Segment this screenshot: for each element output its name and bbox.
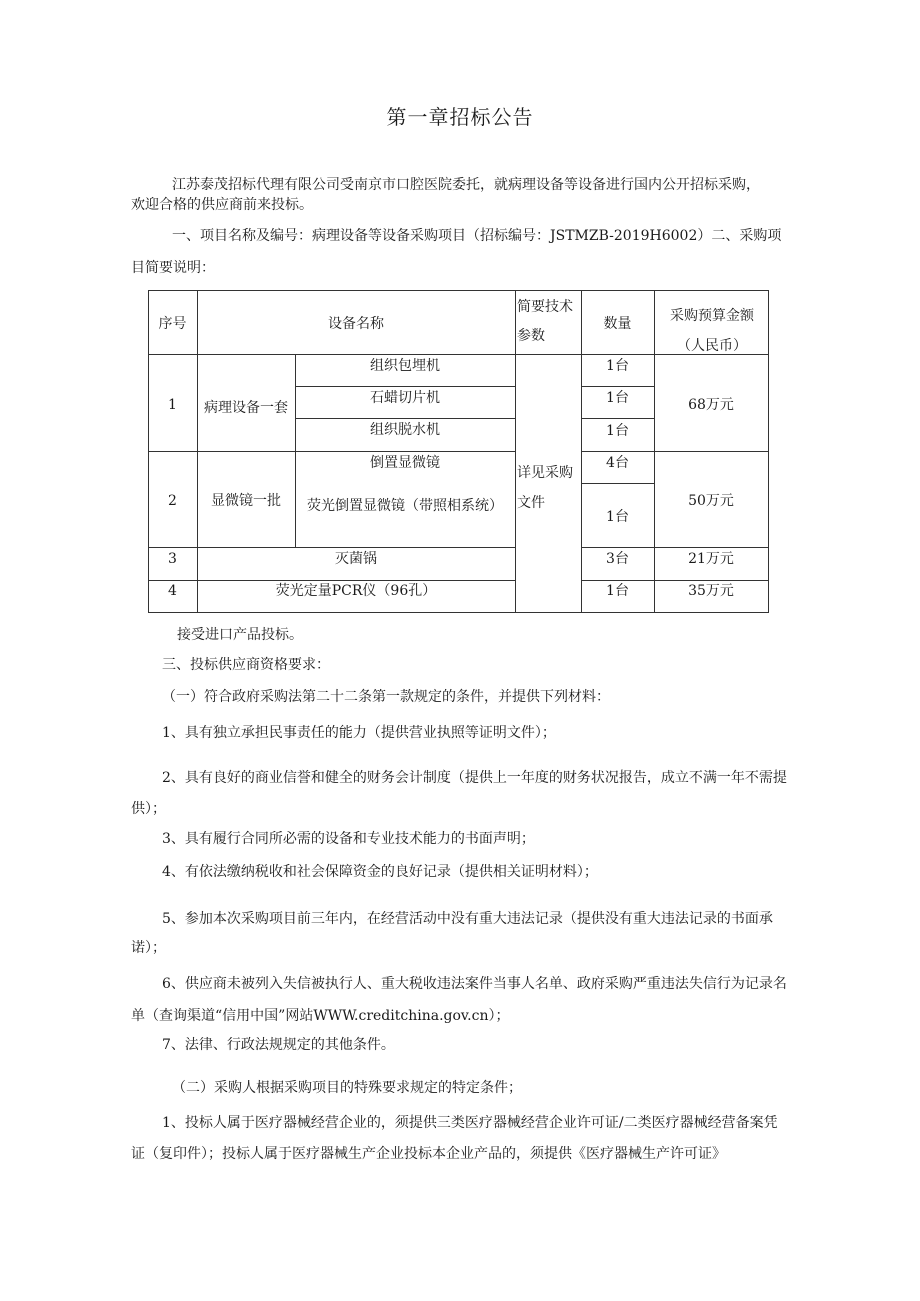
requirement-item: 3、具有履行合同所必需的设备和专业技术能力的书面声明； [162, 831, 535, 847]
row-qty: 3台 [606, 551, 629, 567]
row-name: 灭菌锅 [335, 551, 377, 567]
row-item-qty: 1台 [606, 390, 629, 406]
row-name: 荧光定量PCR仪（96孔） [275, 583, 437, 599]
row-item-name: 石蜡切片机 [370, 390, 440, 406]
header-tech: 简要技术参数 [517, 299, 573, 344]
row-seq: 1 [168, 397, 177, 413]
row-seq: 3 [168, 551, 177, 567]
row-item-qty: 1台 [606, 423, 629, 439]
project-line-1: 一、项目名称及编号：病理设备等设备采购项目（招标编号：JSTMZB-2019H6002）二、采购项 [172, 228, 782, 244]
section3-heading: 三、投标供应商资格要求： [162, 657, 330, 673]
row-group: 显微镜一批 [211, 493, 281, 509]
row-item-name: 倒置显微镜 [370, 455, 440, 471]
header-seq: 序号 [158, 316, 187, 332]
row-item-name: 荧光倒置显微镜（带照相系统） [307, 498, 503, 514]
row-budget: 50万元 [688, 493, 734, 509]
intro-line-1: 江苏泰茂招标代理有限公司受南京市口腔医院委托，就病理设备等设备进行国内公开招标采购， [172, 177, 760, 193]
header-qty: 数量 [603, 316, 632, 332]
row-item-qty: 4台 [606, 455, 629, 471]
section3-sub2: （二）采购人根据采购项目的特殊要求规定的特定条件； [172, 1080, 522, 1096]
header-budget: 采购预算金额（人民币） [670, 308, 754, 354]
row-item-name: 组织脱水机 [370, 422, 440, 438]
page-title: 第一章招标公告 [386, 105, 534, 129]
section3-sub1: （一）符合政府采购法第二十二条第一款规定的条件，并提供下列材料： [162, 689, 610, 705]
row-item-qty: 1台 [606, 358, 629, 374]
requirement-item: 7、法律、行政法规规定的其他条件。 [162, 1037, 395, 1053]
imports-note: 接受进口产品投标。 [177, 627, 303, 643]
header-name: 设备名称 [328, 316, 384, 332]
row-qty: 1台 [606, 583, 629, 599]
requirement-item: 4、有依法缴纳税收和社会保障资金的良好记录（提供相关证明材料）； [162, 864, 598, 880]
row-seq: 2 [168, 493, 177, 509]
requirement-item: 2、具有良好的商业信誉和健全的财务会计制度（提供上一年度的财务状况报告，成立不满一年不需提供）； [131, 770, 787, 817]
special-requirement: 1、投标人属于医疗器械经营企业的，须提供三类医疗器械经营企业许可证/二类医疗器械经营备案凭证（复印件）；投标人属于医疗器械生产企业投标本企业产品的，须提供《医疗器械生产许可证》 [131, 1115, 778, 1162]
row-budget: 21万元 [688, 551, 734, 567]
row-group: 病理设备一套 [204, 400, 288, 416]
row-budget: 35万元 [688, 583, 734, 599]
project-line-2: 目简要说明： [131, 260, 215, 276]
row-seq: 4 [168, 583, 177, 599]
intro-line-2: 欢迎合格的供应商前来投标。 [131, 197, 313, 213]
requirement-item: 5、参加本次采购项目前三年内，在经营活动中没有重大违法记录（提供没有重大违法记录的书面承诺）； [131, 911, 773, 956]
row-item-qty: 1台 [606, 509, 629, 525]
requirement-item: 6、供应商未被列入失信被执行人、重大税收违法案件当事人名单、政府采购严重违法失信行为记录名单（查询渠道“信用中国”网站WWW.creditchina.gov.cn）； [131, 976, 787, 1024]
row-item-name: 组织包埋机 [370, 358, 440, 374]
tech-note: 详见采购文件 [517, 465, 573, 511]
row-budget: 68万元 [688, 397, 734, 413]
requirement-item: 1、具有独立承担民事责任的能力（提供营业执照等证明文件）； [162, 725, 556, 741]
